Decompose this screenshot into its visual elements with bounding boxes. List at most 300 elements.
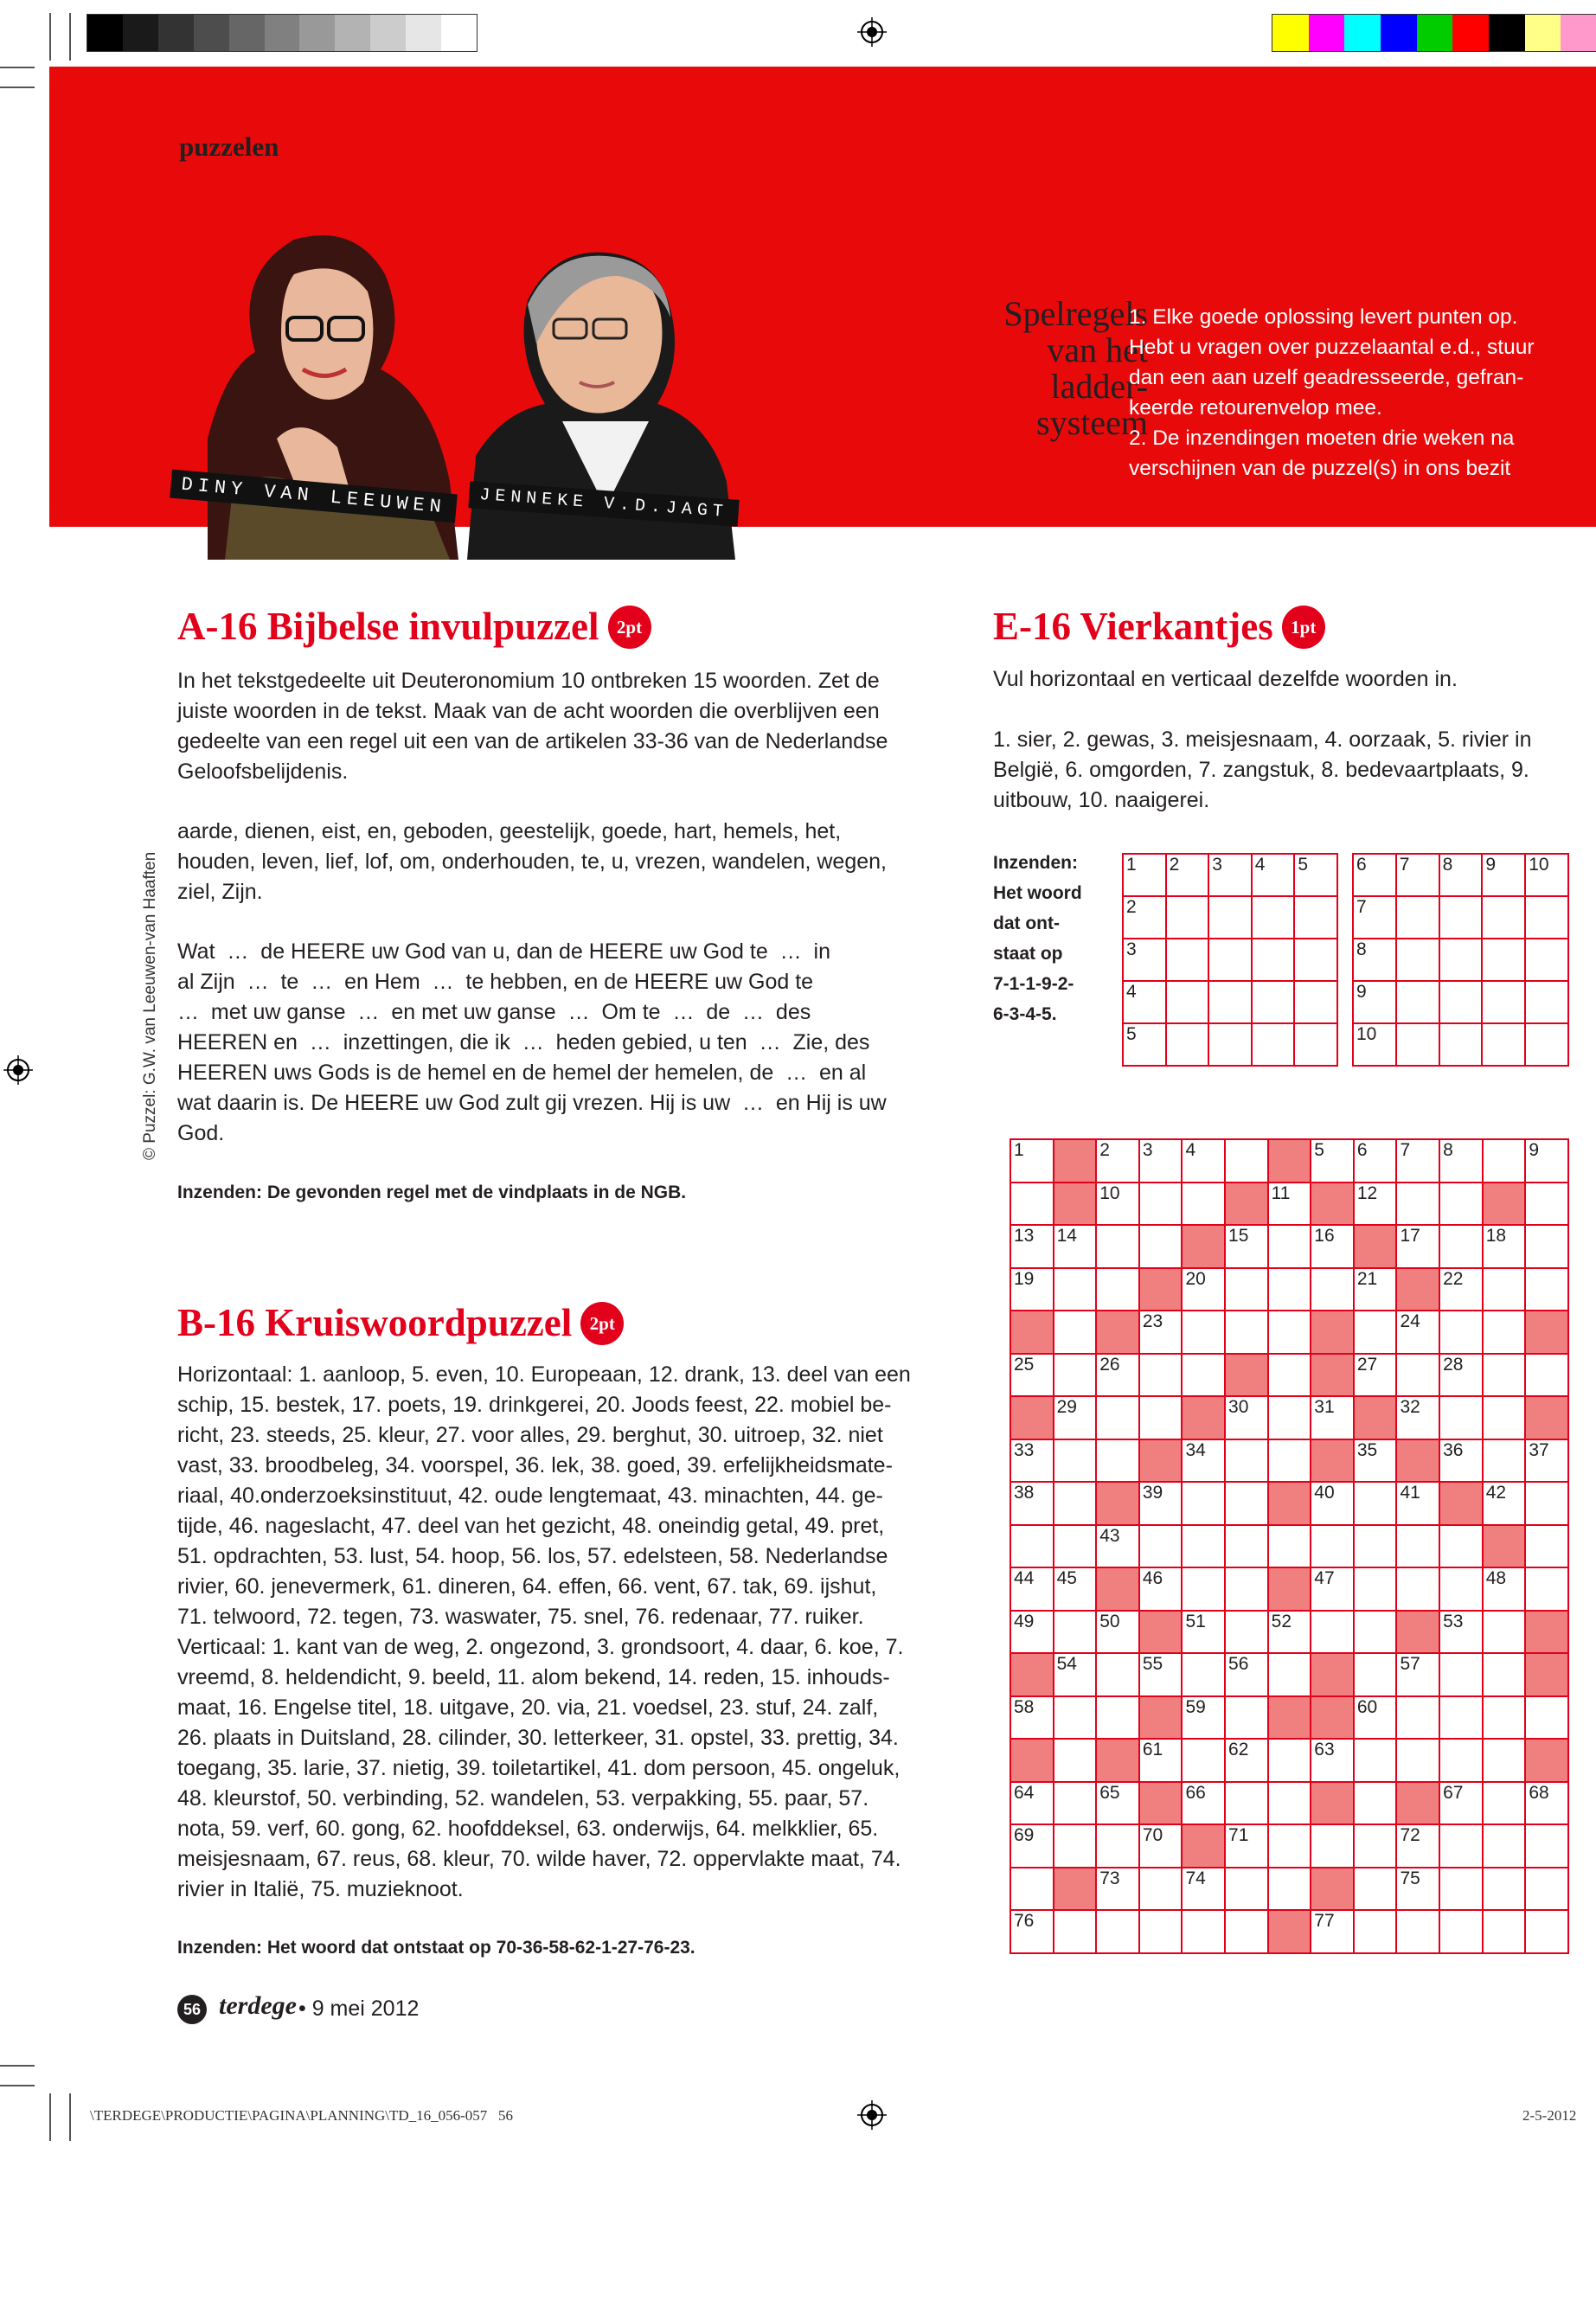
grid-cell[interactable]: [1268, 1611, 1311, 1654]
grid-cell[interactable]: [1096, 1439, 1139, 1483]
grid-cell[interactable]: [1439, 1225, 1483, 1268]
black-cell: [1311, 1439, 1354, 1483]
grid-cell[interactable]: [1096, 1868, 1139, 1911]
slug-date: 2-5-2012: [1522, 2107, 1577, 2124]
cell-number: 67: [1443, 1782, 1464, 1803]
grid-cell[interactable]: [1396, 1023, 1439, 1066]
clue-line: 26. plaats in Duitsland, 28. cilinder, 30. letterkeer, 31. opstel, 33. prettig, 34.: [177, 1726, 899, 1750]
grid-cell[interactable]: [1182, 1139, 1225, 1183]
grid-cell[interactable]: [1268, 1739, 1311, 1782]
grid-cell[interactable]: [1268, 1396, 1311, 1439]
grid-cell[interactable]: [1439, 1567, 1483, 1611]
grid-cell[interactable]: [1010, 1439, 1054, 1483]
grid-cell[interactable]: [1396, 1824, 1439, 1868]
grid-cell[interactable]: [1311, 1139, 1354, 1183]
grid-cell[interactable]: [1439, 854, 1483, 896]
grid-cell[interactable]: [1054, 1439, 1097, 1483]
grid-cell[interactable]: [1354, 1910, 1397, 1953]
grid-cell[interactable]: [1054, 1225, 1097, 1268]
grid-cell[interactable]: [1252, 981, 1295, 1023]
grid-cell[interactable]: [1139, 1525, 1183, 1568]
grid-cell[interactable]: [1354, 1611, 1397, 1654]
grid-cell[interactable]: [1483, 1311, 1526, 1354]
grid-cell[interactable]: [1123, 854, 1166, 896]
grid-cell[interactable]: [1354, 1824, 1397, 1868]
grid-cell[interactable]: [1054, 1396, 1097, 1439]
grid-cell[interactable]: [1054, 1311, 1097, 1354]
grid-cell[interactable]: [1139, 1354, 1183, 1397]
grid-cell[interactable]: [1268, 1439, 1311, 1483]
grid-cell[interactable]: [1354, 1868, 1397, 1911]
grid-cell[interactable]: [1182, 1696, 1225, 1740]
grid-cell[interactable]: [1054, 1739, 1097, 1782]
grid-cell[interactable]: [1166, 981, 1209, 1023]
grid-cell[interactable]: [1096, 1696, 1139, 1740]
grid-cell[interactable]: [1311, 1910, 1354, 1953]
grid-cell[interactable]: [1354, 1139, 1397, 1183]
grid-cell[interactable]: [1166, 1023, 1209, 1066]
grid-cell[interactable]: [1396, 1868, 1439, 1911]
grid-cell[interactable]: [1439, 1396, 1483, 1439]
grid-cell[interactable]: [1525, 854, 1568, 896]
grid-cell[interactable]: [1483, 1739, 1526, 1782]
grid-cell[interactable]: [1439, 981, 1483, 1023]
grid-cell[interactable]: [1139, 1824, 1183, 1868]
crop-mark-top-left-h2: [0, 87, 35, 88]
black-cell: [1396, 1782, 1439, 1825]
grid-cell[interactable]: [1354, 1268, 1397, 1311]
grid-cell[interactable]: [1182, 1311, 1225, 1354]
grid-cell[interactable]: [1525, 1567, 1568, 1611]
grid-cell[interactable]: [1439, 1824, 1483, 1868]
grid-cell[interactable]: [1483, 1482, 1526, 1525]
clue-line: maat, 16. Engelse titel, 18. uitgave, 20. via, 21. voedsel, 23. stuf, 24. zalf,: [177, 1695, 879, 1720]
grid-cell[interactable]: [1123, 981, 1166, 1023]
grid-cell[interactable]: [1268, 1653, 1311, 1696]
cell-number: 20: [1185, 1268, 1206, 1289]
clue-line: Verticaal: 1. kant van de weg, 2. ongezond, 3. grondsoort, 4. daar, 6. koe, 7.: [177, 1635, 904, 1659]
grid-cell[interactable]: [1182, 1525, 1225, 1568]
grid-cell[interactable]: [1439, 1910, 1483, 1953]
issue-date: • 9 mei 2012: [298, 1997, 420, 2021]
grid-cell[interactable]: [1483, 1225, 1526, 1268]
cell-number: 5: [1298, 855, 1309, 875]
cell-number: 18: [1485, 1226, 1507, 1247]
grid-cell[interactable]: [1139, 1311, 1183, 1354]
grid-cell[interactable]: [1482, 939, 1525, 981]
black-cell: [1525, 1611, 1568, 1654]
grid-cell[interactable]: [1396, 1396, 1439, 1439]
grid-cell[interactable]: [1294, 896, 1337, 939]
grid-cell[interactable]: [1225, 1910, 1268, 1953]
grid-cell[interactable]: [1225, 1739, 1268, 1782]
grid-cell[interactable]: [1396, 1739, 1439, 1782]
grid-cell[interactable]: [1054, 1482, 1097, 1525]
grid-cell[interactable]: [1439, 1868, 1483, 1911]
grid-cell[interactable]: [1139, 1567, 1183, 1611]
grid-cell[interactable]: [1010, 1696, 1054, 1740]
points-badge: 2pt: [580, 1302, 624, 1345]
grid-cell[interactable]: [1010, 1482, 1054, 1525]
black-cell: [1525, 1739, 1568, 1782]
grid-cell[interactable]: [1294, 939, 1337, 981]
grid-cell[interactable]: [1483, 1268, 1526, 1311]
grid-cell[interactable]: [1010, 1225, 1054, 1268]
crop-mark-bottom-left-h: [0, 2065, 35, 2067]
black-cell: [1268, 1696, 1311, 1740]
grid-cell[interactable]: [1396, 1482, 1439, 1525]
grid-cell[interactable]: [1439, 1023, 1483, 1066]
grid-cell[interactable]: [1268, 1354, 1311, 1397]
grid-cell[interactable]: [1353, 981, 1396, 1023]
grid-cell[interactable]: [1483, 1396, 1526, 1439]
grid-cell[interactable]: [1396, 854, 1439, 896]
grid-cell[interactable]: [1096, 1910, 1139, 1953]
crop-mark-top-left-v: [49, 13, 51, 61]
grid-cell[interactable]: [1354, 1183, 1397, 1226]
grid-cell[interactable]: [1010, 1567, 1054, 1611]
black-cell: [1139, 1439, 1183, 1483]
grid-cell[interactable]: [1225, 1439, 1268, 1483]
grid-cell[interactable]: [1010, 1910, 1054, 1953]
puzzle-a-word-list: aarde, dienen, eist, en, geboden, geestelijk, goede, hart, hemels, het, houden, leven, lief, lof, om, onderhouden, te, u, vrezen, wandelen, wegen, ziel, Zijn.: [177, 819, 887, 904]
grid-cell[interactable]: [1396, 1525, 1439, 1568]
grid-cell[interactable]: [1139, 1396, 1183, 1439]
grid-cell[interactable]: [1010, 1824, 1054, 1868]
grid-cell[interactable]: [1439, 1696, 1483, 1740]
grid-cell[interactable]: [1311, 1396, 1354, 1439]
grid-cell[interactable]: [1096, 1396, 1139, 1439]
grid-cell[interactable]: [1354, 1439, 1397, 1483]
grid-cell[interactable]: [1225, 1482, 1268, 1525]
grid-cell[interactable]: [1353, 1023, 1396, 1066]
grid-cell[interactable]: [1483, 1567, 1526, 1611]
cell-number: 45: [1056, 1568, 1077, 1589]
grid-cell[interactable]: [1182, 1782, 1225, 1825]
grid-cell[interactable]: [1096, 1225, 1139, 1268]
grid-cell[interactable]: [1525, 981, 1568, 1023]
grid-cell[interactable]: [1311, 1739, 1354, 1782]
grid-cell[interactable]: [1396, 1183, 1439, 1226]
grid-cell[interactable]: [1311, 1225, 1354, 1268]
grid-cell[interactable]: [1225, 1268, 1268, 1311]
grid-cell[interactable]: [1294, 1023, 1337, 1066]
grid-cell[interactable]: [1139, 1183, 1183, 1226]
grid-cell[interactable]: [1439, 1739, 1483, 1782]
grid-cell[interactable]: [1311, 1482, 1354, 1525]
grid-cell[interactable]: [1139, 1739, 1183, 1782]
grid-cell[interactable]: [1354, 1696, 1397, 1740]
grid-cell[interactable]: [1268, 1311, 1311, 1354]
grid-cell[interactable]: [1396, 939, 1439, 981]
grid-cell[interactable]: [1525, 1696, 1568, 1740]
grid-cell[interactable]: [1139, 1482, 1183, 1525]
grid-cell[interactable]: [1354, 1311, 1397, 1354]
puzzle-b-submit: Inzenden: Het woord dat ontstaat op 70-36-58-62-1-27-76-23.: [177, 1938, 695, 1958]
grid-cell[interactable]: [1525, 1868, 1568, 1911]
cell-number: 4: [1254, 855, 1266, 875]
grid-cell[interactable]: [1252, 1023, 1295, 1066]
cell-number: 6: [1356, 1140, 1368, 1160]
grid-cell[interactable]: [1354, 1482, 1397, 1525]
grid-cell[interactable]: [1268, 1782, 1311, 1825]
grid-cell[interactable]: [1396, 1139, 1439, 1183]
grid-cell[interactable]: [1439, 1525, 1483, 1568]
grid-cell[interactable]: [1054, 1910, 1097, 1953]
grid-cell[interactable]: [1439, 1782, 1483, 1825]
grid-cell[interactable]: [1396, 1910, 1439, 1953]
grid-cell[interactable]: [1096, 1782, 1139, 1825]
cell-number: 63: [1314, 1740, 1335, 1760]
grid-cell[interactable]: [1483, 1910, 1526, 1953]
grid-cell[interactable]: [1123, 896, 1166, 939]
grid-cell[interactable]: [1354, 1525, 1397, 1568]
puzzle-b-title: B-16 Kruiswoordpuzzel 2pt: [177, 1300, 624, 1349]
grid-cell[interactable]: [1354, 1354, 1397, 1397]
rules-text: 1. Elke goede oplossing levert punten op. Hebt u vragen over puzzelaantal e.d., stuur dan een aan uzelf geadresseerde, gefran- keerde retourenvelop mee. 2. De inzendingen moeten drie weken na verschijnen van de puzzel(s) in ons bezit: [1129, 305, 1535, 480]
cell-number: 21: [1356, 1268, 1378, 1289]
grid-cell[interactable]: [1311, 1268, 1354, 1311]
grid-cell[interactable]: [1166, 896, 1209, 939]
cell-number: 24: [1400, 1311, 1420, 1332]
grid-cell[interactable]: [1268, 1183, 1311, 1226]
grid-cell[interactable]: [1208, 1023, 1252, 1066]
clue-line: riaal, 40.onderzoeksinstituut, 42. oude lengtemaat, 43. minachten, 44. ge-: [177, 1484, 883, 1508]
grid-cell[interactable]: [1010, 1183, 1054, 1226]
grid-cell[interactable]: [1483, 1139, 1526, 1183]
grid-cell[interactable]: [1225, 1611, 1268, 1654]
grid-cell[interactable]: [1439, 1139, 1483, 1183]
grid-cell[interactable]: [1311, 1525, 1354, 1568]
grid-cell[interactable]: [1096, 1611, 1139, 1654]
grid-cell[interactable]: [1525, 896, 1568, 939]
cell-number: 70: [1142, 1825, 1163, 1846]
grid-cell[interactable]: [1525, 1910, 1568, 1953]
grid-cell[interactable]: [1483, 1653, 1526, 1696]
black-cell: [1268, 1567, 1311, 1611]
grid-cell[interactable]: [1225, 1824, 1268, 1868]
grid-cell[interactable]: [1525, 1824, 1568, 1868]
grid-cell[interactable]: [1010, 1354, 1054, 1397]
grid-cell[interactable]: [1483, 1696, 1526, 1740]
cell-number: 15: [1228, 1226, 1249, 1247]
grid-cell[interactable]: [1225, 1139, 1268, 1183]
black-cell: [1096, 1311, 1139, 1354]
grid-cell[interactable]: [1182, 1611, 1225, 1654]
grid-cell[interactable]: [1482, 981, 1525, 1023]
black-cell: [1139, 1696, 1183, 1740]
grid-cell[interactable]: [1525, 1354, 1568, 1397]
grid-cell[interactable]: [1525, 1439, 1568, 1483]
cell-number: 66: [1185, 1782, 1206, 1803]
grid-cell[interactable]: [1483, 1354, 1526, 1397]
grid-cell[interactable]: [1252, 939, 1295, 981]
grid-cell[interactable]: [1311, 1611, 1354, 1654]
grid-cell[interactable]: [1396, 1311, 1439, 1354]
photo-name-left: DINY VAN LEEUWEN: [170, 470, 458, 523]
cell-number: 5: [1126, 1024, 1137, 1044]
grid-cell[interactable]: [1482, 854, 1525, 896]
grid-cell[interactable]: [1311, 1824, 1354, 1868]
grid-cell[interactable]: [1252, 854, 1295, 896]
grid-cell[interactable]: [1225, 1567, 1268, 1611]
grid-cell[interactable]: [1096, 1354, 1139, 1397]
grid-cell[interactable]: [1396, 1225, 1439, 1268]
crossword-grid: [1010, 1138, 1569, 1954]
grid-cell[interactable]: [1268, 1824, 1311, 1868]
grid-cell[interactable]: [1525, 1183, 1568, 1226]
grid-cell[interactable]: [1439, 1611, 1483, 1654]
grid-cell[interactable]: [1225, 1653, 1268, 1696]
grid-cell[interactable]: [1166, 854, 1209, 896]
cell-number: 36: [1443, 1439, 1464, 1460]
grid-cell[interactable]: [1439, 939, 1483, 981]
grid-cell[interactable]: [1482, 1023, 1525, 1066]
grid-cell[interactable]: [1354, 1567, 1397, 1611]
grid-cell[interactable]: [1225, 1782, 1268, 1825]
grid-cell[interactable]: [1010, 1268, 1054, 1311]
grid-cell[interactable]: [1054, 1525, 1097, 1568]
grid-cell[interactable]: [1054, 1611, 1097, 1654]
grid-cell[interactable]: [1182, 1868, 1225, 1911]
grid-cell[interactable]: [1010, 1525, 1054, 1568]
grid-cell[interactable]: [1096, 1653, 1139, 1696]
grid-cell[interactable]: [1182, 1268, 1225, 1311]
grid-cell[interactable]: [1311, 1567, 1354, 1611]
grid-cell[interactable]: [1054, 1354, 1097, 1397]
grid-cell[interactable]: [1139, 1225, 1183, 1268]
grid-cell[interactable]: [1268, 1268, 1311, 1311]
grid-cell[interactable]: [1525, 1268, 1568, 1311]
grid-cell[interactable]: [1010, 1139, 1054, 1183]
grid-cell[interactable]: [1525, 1023, 1568, 1066]
grid-cell[interactable]: [1139, 1868, 1183, 1911]
grid-cell[interactable]: [1208, 854, 1252, 896]
grid-cell[interactable]: [1182, 1567, 1225, 1611]
grid-cell[interactable]: [1096, 1268, 1139, 1311]
grid-cell[interactable]: [1483, 1782, 1526, 1825]
grid-cell[interactable]: [1225, 1525, 1268, 1568]
grid-cell[interactable]: [1182, 1183, 1225, 1226]
grid-cell[interactable]: [1525, 1139, 1568, 1183]
grid-cell[interactable]: [1096, 1824, 1139, 1868]
grid-cell[interactable]: [1225, 1696, 1268, 1740]
grid-cell[interactable]: [1439, 1311, 1483, 1354]
grid-cell[interactable]: [1483, 1611, 1526, 1654]
grid-cell[interactable]: [1208, 981, 1252, 1023]
grid-cell[interactable]: [1439, 1183, 1483, 1226]
grid-cell[interactable]: [1182, 1910, 1225, 1953]
grid-cell[interactable]: [1354, 1782, 1397, 1825]
grid-cell[interactable]: [1482, 896, 1525, 939]
cell-number: 17: [1400, 1226, 1420, 1247]
grid-cell[interactable]: [1525, 1225, 1568, 1268]
grid-cell[interactable]: [1396, 1653, 1439, 1696]
grid-cell[interactable]: [1139, 1910, 1183, 1953]
grid-cell[interactable]: [1353, 854, 1396, 896]
grid-cell[interactable]: [1010, 1868, 1054, 1911]
grid-cell[interactable]: [1182, 1653, 1225, 1696]
grid-cell[interactable]: [1396, 1696, 1439, 1740]
grid-cell[interactable]: [1525, 1782, 1568, 1825]
grid-cell[interactable]: [1054, 1696, 1097, 1740]
grid-cell[interactable]: [1182, 1439, 1225, 1483]
grid-cell[interactable]: [1525, 939, 1568, 981]
grid-cell[interactable]: [1439, 1439, 1483, 1483]
grid-cell[interactable]: [1294, 981, 1337, 1023]
grid-cell[interactable]: [1182, 1354, 1225, 1397]
grid-cell[interactable]: [1225, 1311, 1268, 1354]
grid-cell[interactable]: [1439, 1653, 1483, 1696]
grid-cell[interactable]: [1483, 1439, 1526, 1483]
grid-cell[interactable]: [1396, 1567, 1439, 1611]
grid-cell[interactable]: [1483, 1824, 1526, 1868]
grid-cell[interactable]: [1123, 1023, 1166, 1066]
grid-cell[interactable]: [1396, 981, 1439, 1023]
grid-cell[interactable]: [1354, 1739, 1397, 1782]
grid-cell[interactable]: [1268, 1225, 1311, 1268]
grid-cell[interactable]: [1208, 896, 1252, 939]
grid-cell[interactable]: [1225, 1396, 1268, 1439]
grid-cell[interactable]: [1439, 896, 1483, 939]
grid-cell[interactable]: [1225, 1225, 1268, 1268]
grid-cell[interactable]: [1439, 1268, 1483, 1311]
grid-cell[interactable]: [1096, 1525, 1139, 1568]
grid-cell[interactable]: [1225, 1868, 1268, 1911]
grid-cell[interactable]: [1439, 1354, 1483, 1397]
grid-cell[interactable]: [1054, 1824, 1097, 1868]
grid-cell[interactable]: [1396, 1354, 1439, 1397]
cell-number: 65: [1099, 1782, 1120, 1803]
grid-cell[interactable]: [1525, 1482, 1568, 1525]
cell-number: 57: [1400, 1654, 1420, 1675]
grid-cell[interactable]: [1353, 896, 1396, 939]
grid-cell[interactable]: [1396, 896, 1439, 939]
grid-cell[interactable]: [1525, 1525, 1568, 1568]
grid-cell[interactable]: [1166, 939, 1209, 981]
black-cell: [1311, 1696, 1354, 1740]
grid-cell[interactable]: [1139, 1653, 1183, 1696]
black-cell: [1010, 1396, 1054, 1439]
header-banner: [49, 67, 1596, 527]
cell-number: 26: [1099, 1354, 1120, 1375]
grid-cell[interactable]: [1353, 939, 1396, 981]
grid-cell[interactable]: [1139, 1139, 1183, 1183]
grid-cell[interactable]: [1182, 1739, 1225, 1782]
black-cell: [1182, 1824, 1225, 1868]
grid-cell[interactable]: [1054, 1567, 1097, 1611]
grid-cell[interactable]: [1054, 1268, 1097, 1311]
grid-cell[interactable]: [1268, 1525, 1311, 1568]
grid-cell[interactable]: [1208, 939, 1252, 981]
grid-cell[interactable]: [1054, 1653, 1097, 1696]
grid-cell[interactable]: [1294, 854, 1337, 896]
grid-cell[interactable]: [1096, 1183, 1139, 1226]
grid-cell[interactable]: [1483, 1868, 1526, 1911]
grid-cell[interactable]: [1354, 1653, 1397, 1696]
grid-cell[interactable]: [1182, 1482, 1225, 1525]
grid-cell[interactable]: [1010, 1611, 1054, 1654]
cell-number: 30: [1228, 1397, 1249, 1418]
grid-cell[interactable]: [1268, 1868, 1311, 1911]
black-cell: [1096, 1567, 1139, 1611]
cell-number: 52: [1271, 1611, 1292, 1631]
grid-cell[interactable]: [1096, 1139, 1139, 1183]
grid-cell[interactable]: [1252, 896, 1295, 939]
grid-cell[interactable]: [1123, 939, 1166, 981]
grid-cell[interactable]: [1054, 1782, 1097, 1825]
grid-cell[interactable]: [1010, 1782, 1054, 1825]
